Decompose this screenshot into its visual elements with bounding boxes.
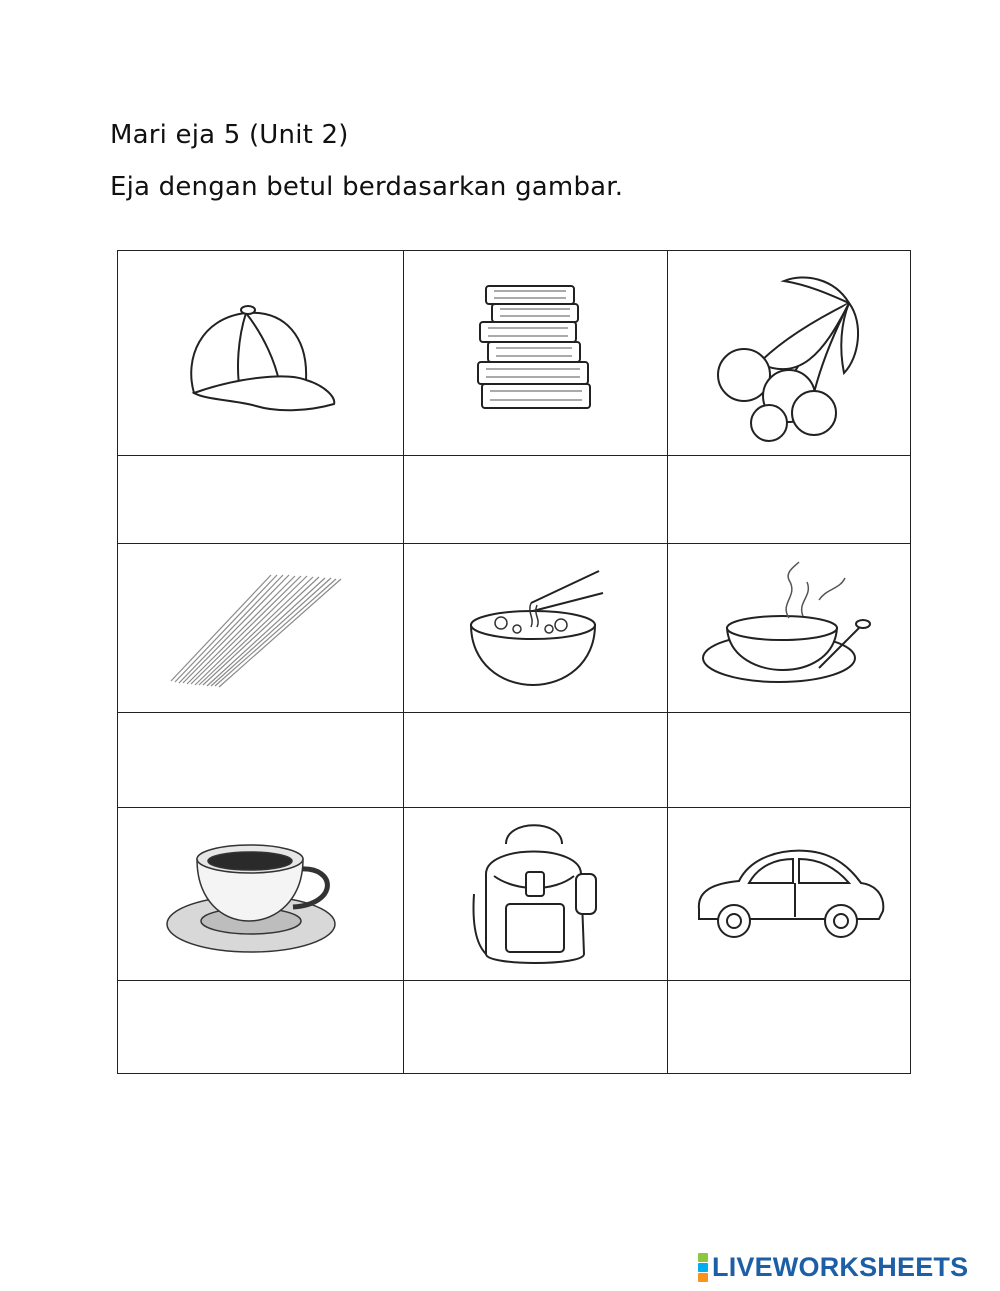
books-icon	[466, 278, 606, 428]
answer-input[interactable]	[118, 753, 407, 770]
noodle-bowl-icon	[461, 563, 611, 693]
answer-row	[118, 456, 911, 544]
noodle-sticks-icon	[161, 563, 361, 693]
backpack-icon	[466, 814, 606, 974]
soup-bowl-icon	[699, 558, 879, 698]
picture-cell	[118, 808, 404, 981]
picture-cell	[404, 808, 668, 981]
picture-cell	[668, 251, 911, 456]
car-icon	[689, 839, 889, 949]
logo-mark-block	[698, 1263, 708, 1272]
logo-mark-block	[698, 1273, 708, 1282]
answer-input[interactable]	[118, 1020, 407, 1037]
answer-input[interactable]	[668, 492, 914, 509]
picture-cell	[404, 251, 668, 456]
picture-cell	[118, 251, 404, 456]
answer-cell[interactable]	[118, 713, 404, 808]
answer-input[interactable]	[668, 1020, 914, 1037]
answer-cell[interactable]	[118, 456, 404, 544]
answer-cell[interactable]	[668, 713, 911, 808]
answer-input[interactable]	[404, 492, 671, 509]
answer-cell[interactable]	[404, 713, 668, 808]
picture-cell	[404, 544, 668, 713]
answer-cell[interactable]	[404, 456, 668, 544]
answer-cell[interactable]	[404, 981, 668, 1074]
answer-input[interactable]	[404, 753, 671, 770]
answer-cell[interactable]	[668, 456, 911, 544]
logo-mark-block	[698, 1253, 708, 1262]
cherries-icon	[699, 263, 879, 443]
cap-icon	[176, 288, 346, 418]
picture-row	[118, 544, 911, 713]
answer-cell[interactable]	[668, 981, 911, 1074]
answer-cell[interactable]	[118, 981, 404, 1074]
logo-mark-icon	[698, 1253, 708, 1282]
picture-row	[118, 808, 911, 981]
logo-text: LIVEWORKSHEETS	[712, 1252, 969, 1282]
spelling-grid	[117, 250, 911, 1074]
answer-input[interactable]	[668, 753, 914, 770]
picture-cell	[118, 544, 404, 713]
answer-input[interactable]	[404, 1020, 671, 1037]
picture-cell	[668, 544, 911, 713]
teacup-icon	[161, 829, 361, 959]
answer-row	[118, 713, 911, 808]
page-title: Mari eja 5 (Unit 2)	[110, 120, 349, 150]
answer-row	[118, 981, 911, 1074]
picture-cell	[668, 808, 911, 981]
answer-input[interactable]	[118, 492, 407, 509]
picture-row	[118, 251, 911, 456]
liveworksheets-logo	[698, 1252, 968, 1283]
instruction-text: Eja dengan betul berdasarkan gambar.	[110, 172, 624, 202]
